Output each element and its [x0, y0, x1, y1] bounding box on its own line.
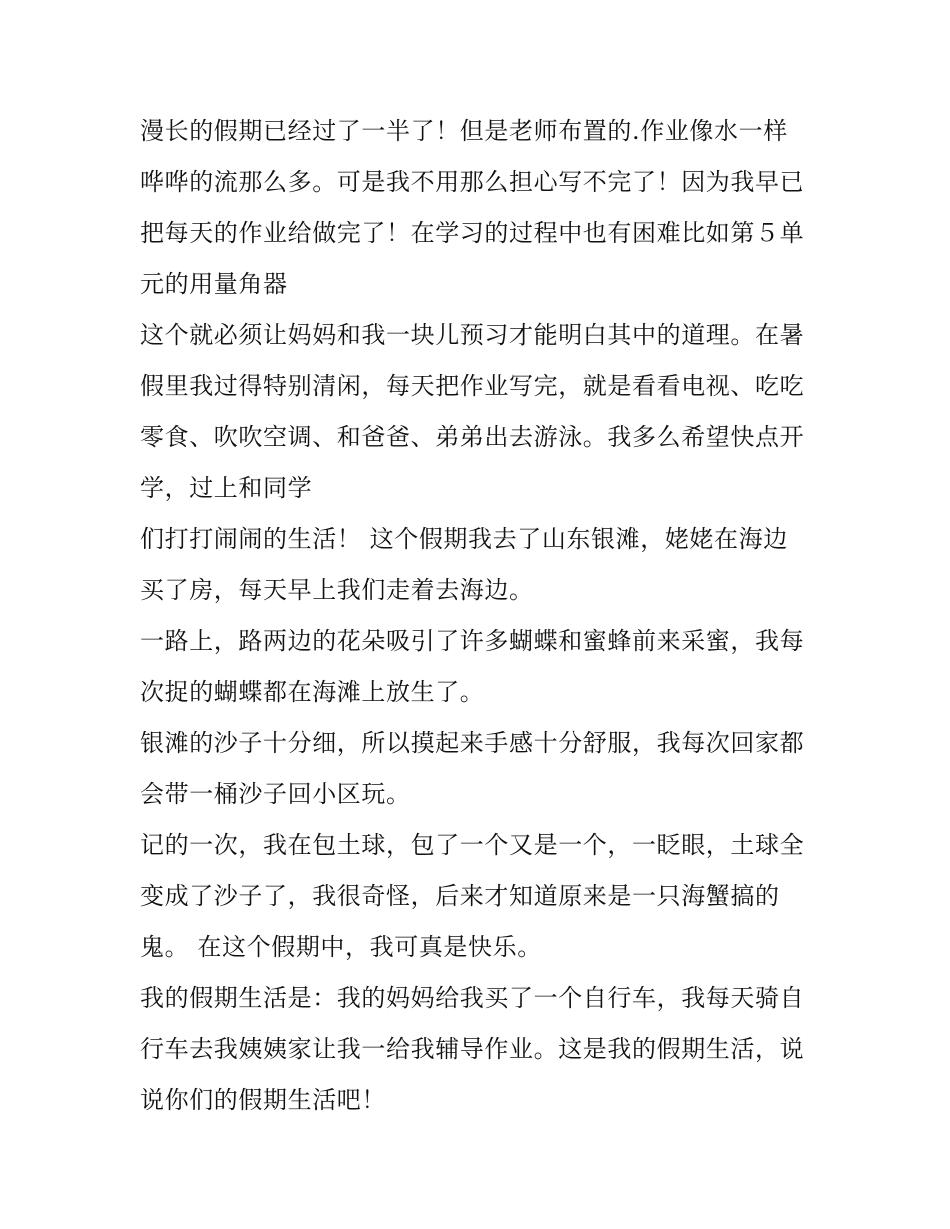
text-line: 鬼。 在这个假期中，我可真是快乐。 [140, 933, 542, 961]
text-line: 银滩的沙子十分细，所以摸起来手感十分舒服，我每次回家都 [140, 729, 805, 757]
text-line: 变成了沙子了，我很奇怪，后来才知道原来是一只海蟹搞的 [140, 882, 780, 910]
text-line: 说你们的假期生活吧！ [140, 1086, 386, 1114]
text-line: 哗哗的流那么多。可是我不用那么担心写不完了！因为我早已 [140, 168, 805, 196]
text-line: 行车去我姨姨家让我一给我辅导作业。这是我的假期生活，说 [140, 1035, 805, 1063]
text-line: 一路上，路两边的花朵吸引了许多蝴蝶和蜜蜂前来采蜜，我每 [140, 627, 805, 655]
text-line: 漫长的假期已经过了一半了！但是老师布置的.作业像水一样 [140, 117, 788, 145]
text-line: 买了房，每天早上我们走着去海边。 [140, 576, 534, 604]
text-line: 这个就必须让妈妈和我一块儿预习才能明白其中的道理。在暑 [140, 321, 805, 349]
text-line: 零食、吹吹空调、和爸爸、弟弟出去游泳。我多么希望快点开 [140, 423, 805, 451]
text-line: 们打打闹闹的生活！ 这个假期我去了山东银滩，姥姥在海边 [140, 525, 788, 553]
text-line: 假里我过得特别清闲，每天把作业写完，就是看看电视、吃吃 [140, 372, 805, 400]
text-line: 学，过上和同学 [140, 474, 313, 502]
text-line: 把每天的作业给做完了！在学习的过程中也有困难比如第５单 [140, 219, 805, 247]
text-line: 次捉的蝴蝶都在海滩上放生了。 [140, 678, 485, 706]
document-body [140, 106, 830, 1126]
text-line: 记的一次，我在包土球，包了一个又是一个，一眨眼，土球全 [140, 831, 805, 859]
text-line: 元的用量角器 [140, 270, 288, 298]
text-line: 我的假期生活是：我的妈妈给我买了一个自行车，我每天骑自 [140, 984, 805, 1012]
text-line: 会带一桶沙子回小区玩。 [140, 780, 411, 808]
